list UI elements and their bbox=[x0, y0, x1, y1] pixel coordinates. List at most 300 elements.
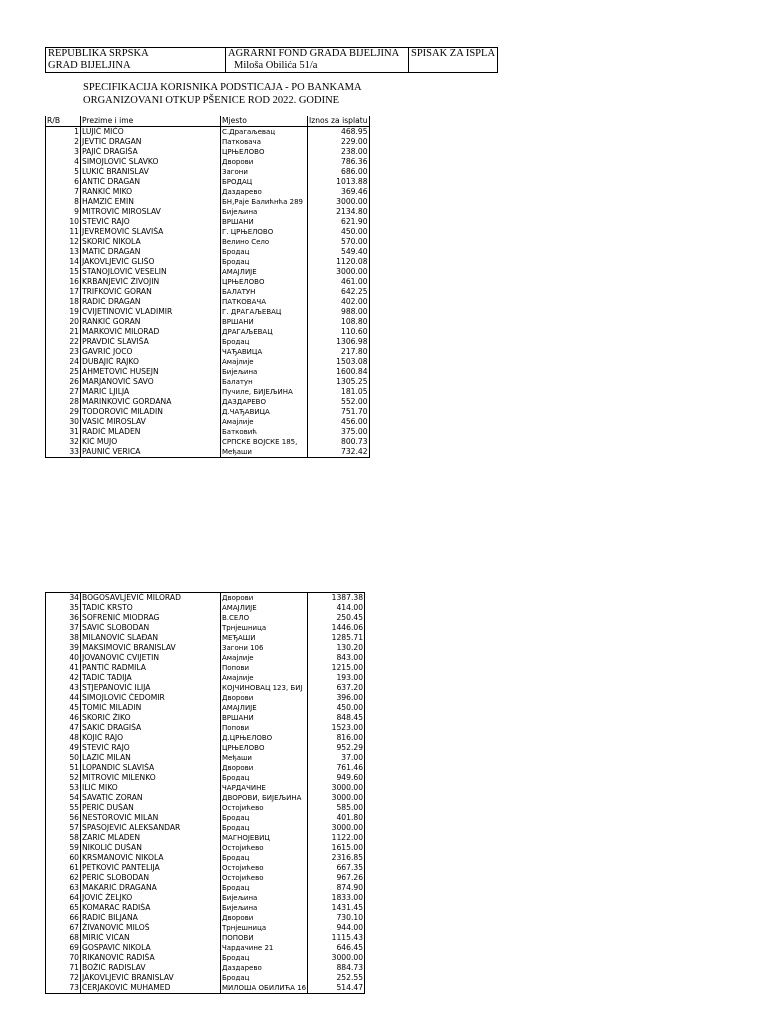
table-row bbox=[46, 127, 370, 138]
table-row bbox=[46, 933, 365, 943]
table-row bbox=[46, 703, 365, 713]
row-place: ПАТКОВАЧА bbox=[221, 297, 308, 307]
row-name: KOMARAC RADIŠA bbox=[81, 903, 221, 913]
row-number: 49 bbox=[46, 743, 81, 753]
row-amount: 401.80 bbox=[308, 813, 365, 823]
row-number: 68 bbox=[46, 933, 81, 943]
row-amount: 110.60 bbox=[308, 327, 370, 337]
row-place: ЦРЊЕЛОВО bbox=[221, 147, 308, 157]
row-amount: 37.00 bbox=[308, 753, 365, 763]
row-number: 21 bbox=[46, 327, 81, 337]
row-place: Трнјешница bbox=[221, 623, 308, 633]
table-row bbox=[46, 863, 365, 873]
row-amount: 988.00 bbox=[308, 307, 370, 317]
row-amount: 369.46 bbox=[308, 187, 370, 197]
row-amount: 252.55 bbox=[308, 973, 365, 983]
row-place: Д.ЦРЊЕЛОВО bbox=[221, 733, 308, 743]
row-number: 14 bbox=[46, 257, 81, 267]
row-amount: 468.95 bbox=[308, 127, 370, 138]
row-number: 71 bbox=[46, 963, 81, 973]
row-place: Попови bbox=[221, 663, 308, 673]
row-number: 13 bbox=[46, 247, 81, 257]
row-place: АМАЈЛИЈЕ bbox=[221, 603, 308, 613]
row-number: 29 bbox=[46, 407, 81, 417]
row-number: 11 bbox=[46, 227, 81, 237]
table-row bbox=[46, 953, 365, 963]
row-place: БРОДАЦ bbox=[221, 177, 308, 187]
document-title bbox=[83, 82, 362, 107]
table-row bbox=[46, 983, 365, 994]
row-amount: 637.20 bbox=[308, 683, 365, 693]
row-amount: 686.00 bbox=[308, 167, 370, 177]
table-row bbox=[46, 653, 365, 663]
row-name: ŽIVANOVIĆ MILOŠ bbox=[81, 923, 221, 933]
row-amount: 730.10 bbox=[308, 913, 365, 923]
table-row bbox=[46, 227, 370, 237]
col-header-amount: Iznos za isplatu bbox=[309, 116, 368, 125]
row-name: LUKIĆ BRANISLAV bbox=[81, 167, 221, 177]
table-row bbox=[46, 723, 365, 733]
row-amount: 3000.00 bbox=[308, 823, 365, 833]
row-amount: 952.29 bbox=[308, 743, 365, 753]
row-place: ДАЗДАРЕВО bbox=[221, 397, 308, 407]
table-row bbox=[46, 833, 365, 843]
table-row bbox=[46, 137, 370, 147]
row-amount: 884.73 bbox=[308, 963, 365, 973]
row-amount: 786.36 bbox=[308, 157, 370, 167]
row-number: 61 bbox=[46, 863, 81, 873]
row-amount: 3000.00 bbox=[308, 267, 370, 277]
row-amount: 461.00 bbox=[308, 277, 370, 287]
table-row bbox=[46, 207, 370, 217]
header-org-agrarni-fond bbox=[226, 48, 409, 73]
row-place: Дворови bbox=[221, 693, 308, 703]
row-name: BOŽIĆ RADISLAV bbox=[81, 963, 221, 973]
table-row bbox=[46, 417, 370, 427]
row-amount: 761.46 bbox=[308, 763, 365, 773]
row-place: Д.ЧАЂАВИЦА bbox=[221, 407, 308, 417]
row-name: RADIĆ BILJANA bbox=[81, 913, 221, 923]
row-amount: 414.00 bbox=[308, 603, 365, 613]
row-amount: 1305.25 bbox=[308, 377, 370, 387]
row-name: SAVIĆ SLOBODAN bbox=[81, 623, 221, 633]
row-place: Загони bbox=[221, 167, 308, 177]
table-row bbox=[46, 427, 370, 437]
row-number: 63 bbox=[46, 883, 81, 893]
table-row bbox=[46, 217, 370, 227]
row-name: PETKOVIĆ PANTELIJA bbox=[81, 863, 221, 873]
table-row bbox=[46, 367, 370, 377]
row-name: MITROVIĆ MIROSLAV bbox=[81, 207, 221, 217]
row-amount: 3000.00 bbox=[308, 197, 370, 207]
row-amount: 642.25 bbox=[308, 287, 370, 297]
row-name: SAKIĆ DRAGIŠA bbox=[81, 723, 221, 733]
row-amount: 3000.00 bbox=[308, 793, 365, 803]
row-name: KRBANJEVIĆ ŽIVOJIN bbox=[81, 277, 221, 287]
header-org-republic bbox=[46, 48, 226, 73]
row-name: RANKIĆ MIKO bbox=[81, 187, 221, 197]
table-row bbox=[46, 407, 370, 417]
row-number: 56 bbox=[46, 813, 81, 823]
table-row bbox=[46, 257, 370, 267]
row-amount: 1446.06 bbox=[308, 623, 365, 633]
row-number: 28 bbox=[46, 397, 81, 407]
table-row bbox=[46, 167, 370, 177]
row-name: RANKIĆ GORAN bbox=[81, 317, 221, 327]
row-place: Бродац bbox=[221, 337, 308, 347]
row-amount: 585.00 bbox=[308, 803, 365, 813]
table-row bbox=[46, 247, 370, 257]
row-number: 33 bbox=[46, 447, 81, 458]
table-row bbox=[46, 307, 370, 317]
row-amount: 1120.08 bbox=[308, 257, 370, 267]
row-number: 5 bbox=[46, 167, 81, 177]
table-header-row bbox=[46, 116, 370, 127]
row-place: ПОПОВИ bbox=[221, 933, 308, 943]
table-row bbox=[46, 663, 365, 673]
row-amount: 843.00 bbox=[308, 653, 365, 663]
row-number: 9 bbox=[46, 207, 81, 217]
row-number: 1 bbox=[46, 127, 81, 138]
row-name: TODOROVIĆ MILADIN bbox=[81, 407, 221, 417]
table-row bbox=[46, 733, 365, 743]
row-amount: 1115.43 bbox=[308, 933, 365, 943]
row-place: Дворови bbox=[221, 157, 308, 167]
row-name: LUJIĆ MIĆO bbox=[81, 127, 221, 138]
table-row bbox=[46, 773, 365, 783]
row-place: Бродац bbox=[221, 823, 308, 833]
row-amount: 1013.88 bbox=[308, 177, 370, 187]
table-row bbox=[46, 437, 370, 447]
table-row bbox=[46, 187, 370, 197]
row-place: Даздарево bbox=[221, 963, 308, 973]
table-row bbox=[46, 763, 365, 773]
row-name: MATIĆ DRAGAN bbox=[81, 247, 221, 257]
row-name: VASIĆ MIROSLAV bbox=[81, 417, 221, 427]
table-row bbox=[46, 593, 365, 604]
row-name: BOGOSAVLJEVIĆ MILORAD bbox=[81, 593, 221, 604]
row-number: 34 bbox=[46, 593, 81, 604]
row-place: Бродац bbox=[221, 953, 308, 963]
table-row bbox=[46, 177, 370, 187]
table-row bbox=[46, 297, 370, 307]
table-body-1 bbox=[46, 127, 370, 458]
row-name: PAJIĆ DRAGIŠA bbox=[81, 147, 221, 157]
row-name: SIMOJLOVIĆ SLAVKO bbox=[81, 157, 221, 167]
row-amount: 3000.00 bbox=[308, 783, 365, 793]
row-place: Остојићево bbox=[221, 863, 308, 873]
row-name: SOFRENIĆ MIODRAG bbox=[81, 613, 221, 623]
row-place: МЕЂАШИ bbox=[221, 633, 308, 643]
beneficiaries-table-1 bbox=[45, 116, 370, 458]
table-row bbox=[46, 823, 365, 833]
row-name: GAVRIĆ JOCO bbox=[81, 347, 221, 357]
row-name: MARKOVIĆ MILORAD bbox=[81, 327, 221, 337]
row-amount: 193.00 bbox=[308, 673, 365, 683]
row-place: Велино Село bbox=[221, 237, 308, 247]
table-row bbox=[46, 347, 370, 357]
table-body-2 bbox=[46, 593, 365, 994]
row-name: MARJANOVIĆ SAVO bbox=[81, 377, 221, 387]
row-number: 64 bbox=[46, 893, 81, 903]
row-number: 62 bbox=[46, 873, 81, 883]
row-place: Дворови bbox=[221, 763, 308, 773]
table-row bbox=[46, 853, 365, 863]
row-place: Попови bbox=[221, 723, 308, 733]
row-place: ЧАРДАЧИНЕ bbox=[221, 783, 308, 793]
table-row bbox=[46, 447, 370, 458]
row-name: NESTOROVIĆ MILAN bbox=[81, 813, 221, 823]
row-amount: 450.00 bbox=[308, 703, 365, 713]
row-amount: 2316.85 bbox=[308, 853, 365, 863]
row-number: 47 bbox=[46, 723, 81, 733]
row-place: СРПСКЕ ВОЈСКЕ 185, bbox=[221, 437, 308, 447]
row-name: STJEPANOVIĆ ILIJA bbox=[81, 683, 221, 693]
row-place: Амајлије bbox=[221, 673, 308, 683]
row-place: Остојићево bbox=[221, 843, 308, 853]
row-name: TOMIĆ MILADIN bbox=[81, 703, 221, 713]
row-number: 4 bbox=[46, 157, 81, 167]
row-name: JEVREMOVIĆ SLAVIŠA bbox=[81, 227, 221, 237]
row-name: KIĆ MUJO bbox=[81, 437, 221, 447]
row-name: MARIĆ LJILJA bbox=[81, 387, 221, 397]
row-number: 15 bbox=[46, 267, 81, 277]
row-amount: 967.26 bbox=[308, 873, 365, 883]
row-amount: 456.00 bbox=[308, 417, 370, 427]
table-row bbox=[46, 157, 370, 167]
table-row bbox=[46, 873, 365, 883]
row-number: 31 bbox=[46, 427, 81, 437]
row-place: Бродац bbox=[221, 247, 308, 257]
row-amount: 552.00 bbox=[308, 397, 370, 407]
row-amount: 402.00 bbox=[308, 297, 370, 307]
row-amount: 1431.45 bbox=[308, 903, 365, 913]
row-place: Остојићево bbox=[221, 803, 308, 813]
table-row bbox=[46, 903, 365, 913]
row-place: ДРАГАЉЕВАЦ bbox=[221, 327, 308, 337]
row-number: 6 bbox=[46, 177, 81, 187]
row-number: 50 bbox=[46, 753, 81, 763]
row-place: Даздарево bbox=[221, 187, 308, 197]
row-amount: 874.90 bbox=[308, 883, 365, 893]
row-number: 53 bbox=[46, 783, 81, 793]
table-row bbox=[46, 753, 365, 763]
row-number: 72 bbox=[46, 973, 81, 983]
row-name: RIKANOVIĆ RADIŠA bbox=[81, 953, 221, 963]
row-name: CVIJETINOVIĆ VLADIMIR bbox=[81, 307, 221, 317]
col-header-name: Prezime i ime bbox=[81, 116, 221, 127]
row-amount: 396.00 bbox=[308, 693, 365, 703]
row-place: Патковача bbox=[221, 137, 308, 147]
row-place: Међаши bbox=[221, 753, 308, 763]
row-place: АМАЈЛИЈЕ bbox=[221, 703, 308, 713]
row-place: Бродац bbox=[221, 813, 308, 823]
row-number: 26 bbox=[46, 377, 81, 387]
table-row bbox=[46, 673, 365, 683]
row-place: Загони 106 bbox=[221, 643, 308, 653]
row-amount: 108.80 bbox=[308, 317, 370, 327]
row-number: 40 bbox=[46, 653, 81, 663]
table-row bbox=[46, 327, 370, 337]
row-name: MIRIĆ VIĆAN bbox=[81, 933, 221, 943]
row-number: 52 bbox=[46, 773, 81, 783]
row-name: JOVIĆ ŽELJKO bbox=[81, 893, 221, 903]
row-name: TADIĆ KRSTO bbox=[81, 603, 221, 613]
row-amount: 1215.00 bbox=[308, 663, 365, 673]
row-number: 25 bbox=[46, 367, 81, 377]
row-amount: 238.00 bbox=[308, 147, 370, 157]
row-number: 37 bbox=[46, 623, 81, 633]
row-place: Бијељина bbox=[221, 207, 308, 217]
row-name: PAUNIĆ VERICA bbox=[81, 447, 221, 458]
row-number: 66 bbox=[46, 913, 81, 923]
table-row bbox=[46, 197, 370, 207]
row-name: JEVTIĆ DRAGAN bbox=[81, 137, 221, 147]
row-place: Бијељина bbox=[221, 903, 308, 913]
table-row bbox=[46, 237, 370, 247]
row-amount: 570.00 bbox=[308, 237, 370, 247]
row-name: ANTIĆ DRAGAN bbox=[81, 177, 221, 187]
row-number: 32 bbox=[46, 437, 81, 447]
row-amount: 949.60 bbox=[308, 773, 365, 783]
row-number: 24 bbox=[46, 357, 81, 367]
row-place: Бродац bbox=[221, 973, 308, 983]
row-number: 48 bbox=[46, 733, 81, 743]
row-name: AHMETOVIĆ HUSEJN bbox=[81, 367, 221, 377]
row-number: 45 bbox=[46, 703, 81, 713]
row-place: Бијељина bbox=[221, 893, 308, 903]
table-row bbox=[46, 913, 365, 923]
table-row bbox=[46, 963, 365, 973]
row-amount: 130.20 bbox=[308, 643, 365, 653]
row-place: Амајлије bbox=[221, 417, 308, 427]
row-number: 39 bbox=[46, 643, 81, 653]
row-number: 54 bbox=[46, 793, 81, 803]
row-name: JAKOVLJEVIĆ GLIŠO bbox=[81, 257, 221, 267]
beneficiaries-table-2 bbox=[45, 592, 365, 994]
table-row bbox=[46, 357, 370, 367]
row-name: NIKOLIĆ DUŠAN bbox=[81, 843, 221, 853]
row-amount: 2134.80 bbox=[308, 207, 370, 217]
row-place: Дворови bbox=[221, 913, 308, 923]
row-place: Амајлије bbox=[221, 653, 308, 663]
row-name: STANOJLOVIĆ VESELIN bbox=[81, 267, 221, 277]
row-place: Чардачине 21 bbox=[221, 943, 308, 953]
row-name: KOJIĆ RAJO bbox=[81, 733, 221, 743]
row-place: Бродац bbox=[221, 883, 308, 893]
row-amount: 229.00 bbox=[308, 137, 370, 147]
row-name: KRSMANOVIĆ NIKOLA bbox=[81, 853, 221, 863]
row-place: Бродац bbox=[221, 853, 308, 863]
table-row bbox=[46, 387, 370, 397]
row-place: Г. ЦРЊЕЛОВО bbox=[221, 227, 308, 237]
table-row bbox=[46, 813, 365, 823]
row-name: SKORIĆ NIKOLA bbox=[81, 237, 221, 247]
table-row bbox=[46, 973, 365, 983]
row-number: 65 bbox=[46, 903, 81, 913]
row-place: БН,Раје Балићнћа 289 bbox=[221, 197, 308, 207]
row-amount: 816.00 bbox=[308, 733, 365, 743]
row-place: Бијељина bbox=[221, 367, 308, 377]
row-name: SAVATIĆ ZORAN bbox=[81, 793, 221, 803]
row-place: Балатун bbox=[221, 377, 308, 387]
row-name: MAKSIMOVIĆ BRANISLAV bbox=[81, 643, 221, 653]
row-name: JOVANOVIĆ CVIJETIN bbox=[81, 653, 221, 663]
row-place: Међаши bbox=[221, 447, 308, 458]
table-row bbox=[46, 317, 370, 327]
table-row bbox=[46, 883, 365, 893]
row-place: Г. ДРАГАЉЕВАЦ bbox=[221, 307, 308, 317]
table-row bbox=[46, 643, 365, 653]
table-row bbox=[46, 337, 370, 347]
row-number: 60 bbox=[46, 853, 81, 863]
row-amount: 1615.00 bbox=[308, 843, 365, 853]
row-place: ЦРЊЕЛОВО bbox=[221, 743, 308, 753]
row-number: 58 bbox=[46, 833, 81, 843]
row-number: 10 bbox=[46, 217, 81, 227]
row-place: МИЛОША ОБИЛИЋА 16 bbox=[222, 984, 307, 992]
row-number: 69 bbox=[46, 943, 81, 953]
row-number: 57 bbox=[46, 823, 81, 833]
row-name: GOSPAVIĆ NIKOLA bbox=[81, 943, 221, 953]
row-name: TRIFKOVIĆ GORAN bbox=[81, 287, 221, 297]
row-name: PERIĆ DUŠAN bbox=[81, 803, 221, 813]
table-row bbox=[46, 603, 365, 613]
row-name: ĆERJAKOVIĆ MUHAMED bbox=[81, 983, 221, 994]
row-number: 3 bbox=[46, 147, 81, 157]
row-number: 17 bbox=[46, 287, 81, 297]
row-amount: 181.05 bbox=[308, 387, 370, 397]
row-number: 8 bbox=[46, 197, 81, 207]
table-row bbox=[46, 277, 370, 287]
row-name: DUBAJIĆ RAJKO bbox=[81, 357, 221, 367]
row-amount: 1122.00 bbox=[308, 833, 365, 843]
row-place: Бродац bbox=[221, 773, 308, 783]
row-number: 67 bbox=[46, 923, 81, 933]
row-number: 36 bbox=[46, 613, 81, 623]
row-place: ВРШАНИ bbox=[221, 317, 308, 327]
header-list-title bbox=[409, 48, 498, 73]
header-org1-line1: REPUBLIKA SRPSKA bbox=[48, 48, 149, 59]
row-place: Остојићево bbox=[221, 873, 308, 883]
row-amount: 667.35 bbox=[308, 863, 365, 873]
row-place: Дворови bbox=[221, 593, 308, 604]
row-place: ДВОРОВИ, БИЈЕЉИНА bbox=[221, 793, 308, 803]
table-row bbox=[46, 843, 365, 853]
row-place: В.СЕЛО bbox=[221, 613, 308, 623]
row-name: STEVIĆ RAJO bbox=[81, 743, 221, 753]
row-amount: 549.40 bbox=[308, 247, 370, 257]
row-number: 7 bbox=[46, 187, 81, 197]
table-row bbox=[46, 623, 365, 633]
row-name: PRAVDIĆ SLAVIŠA bbox=[81, 337, 221, 347]
row-number: 30 bbox=[46, 417, 81, 427]
row-number: 43 bbox=[46, 683, 81, 693]
table-row bbox=[46, 377, 370, 387]
table-row bbox=[46, 783, 365, 793]
table-row bbox=[46, 267, 370, 277]
row-name: ZARIĆ MLADEN bbox=[81, 833, 221, 843]
row-amount: 1285.71 bbox=[308, 633, 365, 643]
row-place: Амајлије bbox=[221, 357, 308, 367]
row-number: 70 bbox=[46, 953, 81, 963]
row-number: 12 bbox=[46, 237, 81, 247]
row-number: 42 bbox=[46, 673, 81, 683]
row-place: КОЈЧИНОВАЦ 123, БИЈ bbox=[221, 683, 308, 693]
row-amount: 3000.00 bbox=[308, 953, 365, 963]
row-number: 51 bbox=[46, 763, 81, 773]
row-name: SIMOJLOVIĆ ČEDOMIR bbox=[81, 693, 221, 703]
